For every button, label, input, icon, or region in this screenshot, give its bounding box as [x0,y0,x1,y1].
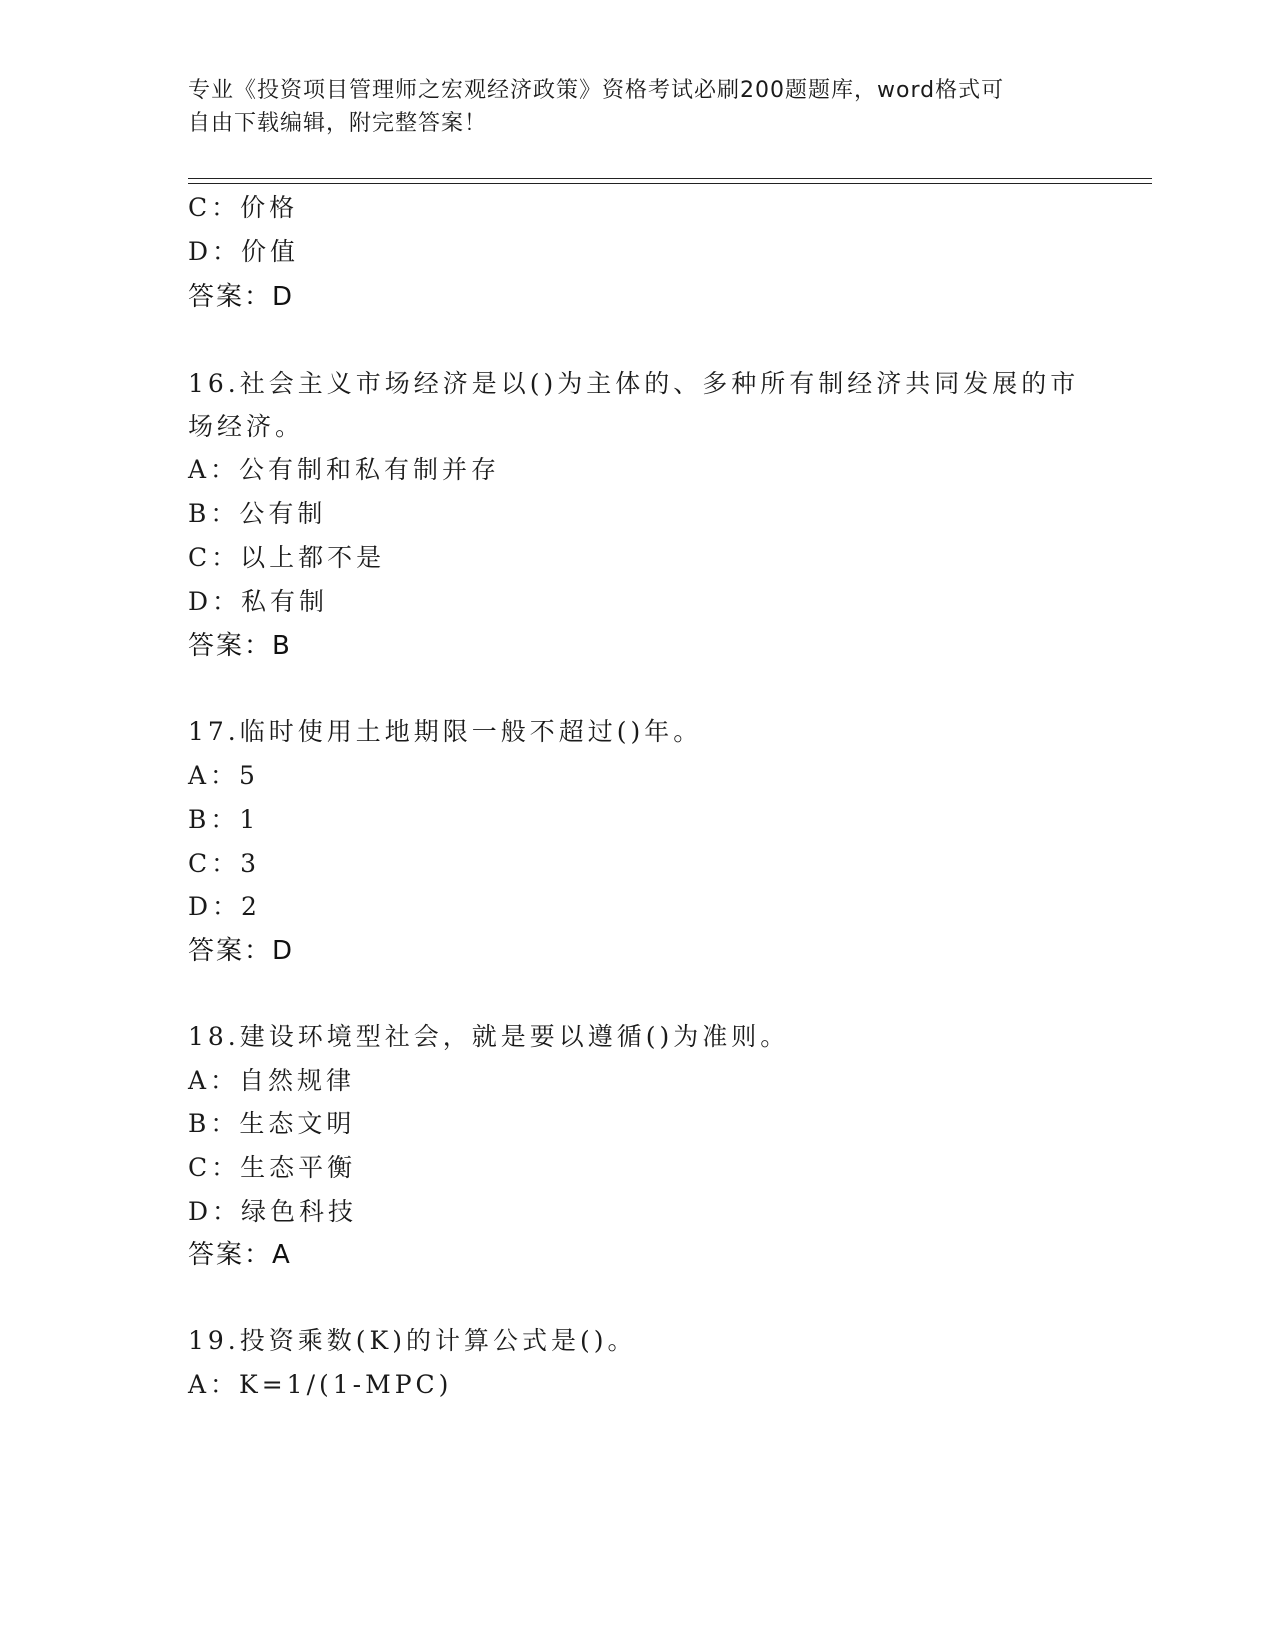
question-18-option-b: B：生态文明 [188,1109,356,1138]
question-18-answer: 答案：A [188,1240,292,1270]
question-18-option-a: A：自然规律 [188,1066,356,1095]
option-c: C：价格 [188,193,299,222]
question-17-answer: 答案：D [188,936,295,966]
question-17-option-d: D：2 [188,892,261,921]
question-16-option-a: A：公有制和私有制并存 [188,455,501,484]
option-d: D：价值 [188,237,300,266]
header-divider-top [188,178,1152,179]
question-16-answer: 答案：B [188,631,292,661]
question-16-option-c: C：以上都不是 [188,543,386,572]
question-17-option-c: C：3 [188,849,261,878]
question-17-option-a: A：5 [188,761,259,790]
question-17-stem: 17.临时使用土地期限一般不超过()年。 [188,717,703,746]
question-19-option-a: A：K=1/(1-MPC) [188,1370,453,1399]
question-18-stem: 18.建设环境型社会，就是要以遵循()为准则。 [188,1022,790,1051]
header-line-2: 自由下载编辑，附完整答案！ [188,111,488,136]
question-18-option-c: C：生态平衡 [188,1153,357,1182]
question-18-option-d: D：绿色科技 [188,1197,358,1226]
header-line-1: 专业《投资项目管理师之宏观经济政策》资格考试必刷200题题库，word格式可 [188,78,1005,103]
question-19-stem: 19.投资乘数(K)的计算公式是()。 [188,1326,637,1355]
question-16-stem-line-1: 16.社会主义市场经济是以()为主体的、多种所有制经济共同发展的市 [188,369,1080,398]
question-17-option-b: B：1 [188,805,260,834]
answer-line: 答案：D [188,282,295,312]
question-16-option-d: D：私有制 [188,587,329,616]
document-header [188,74,1088,140]
question-16-option-b: B：公有制 [188,499,327,528]
header-divider-bottom [188,183,1152,184]
question-16-stem-line-2: 场经济。 [188,412,305,441]
